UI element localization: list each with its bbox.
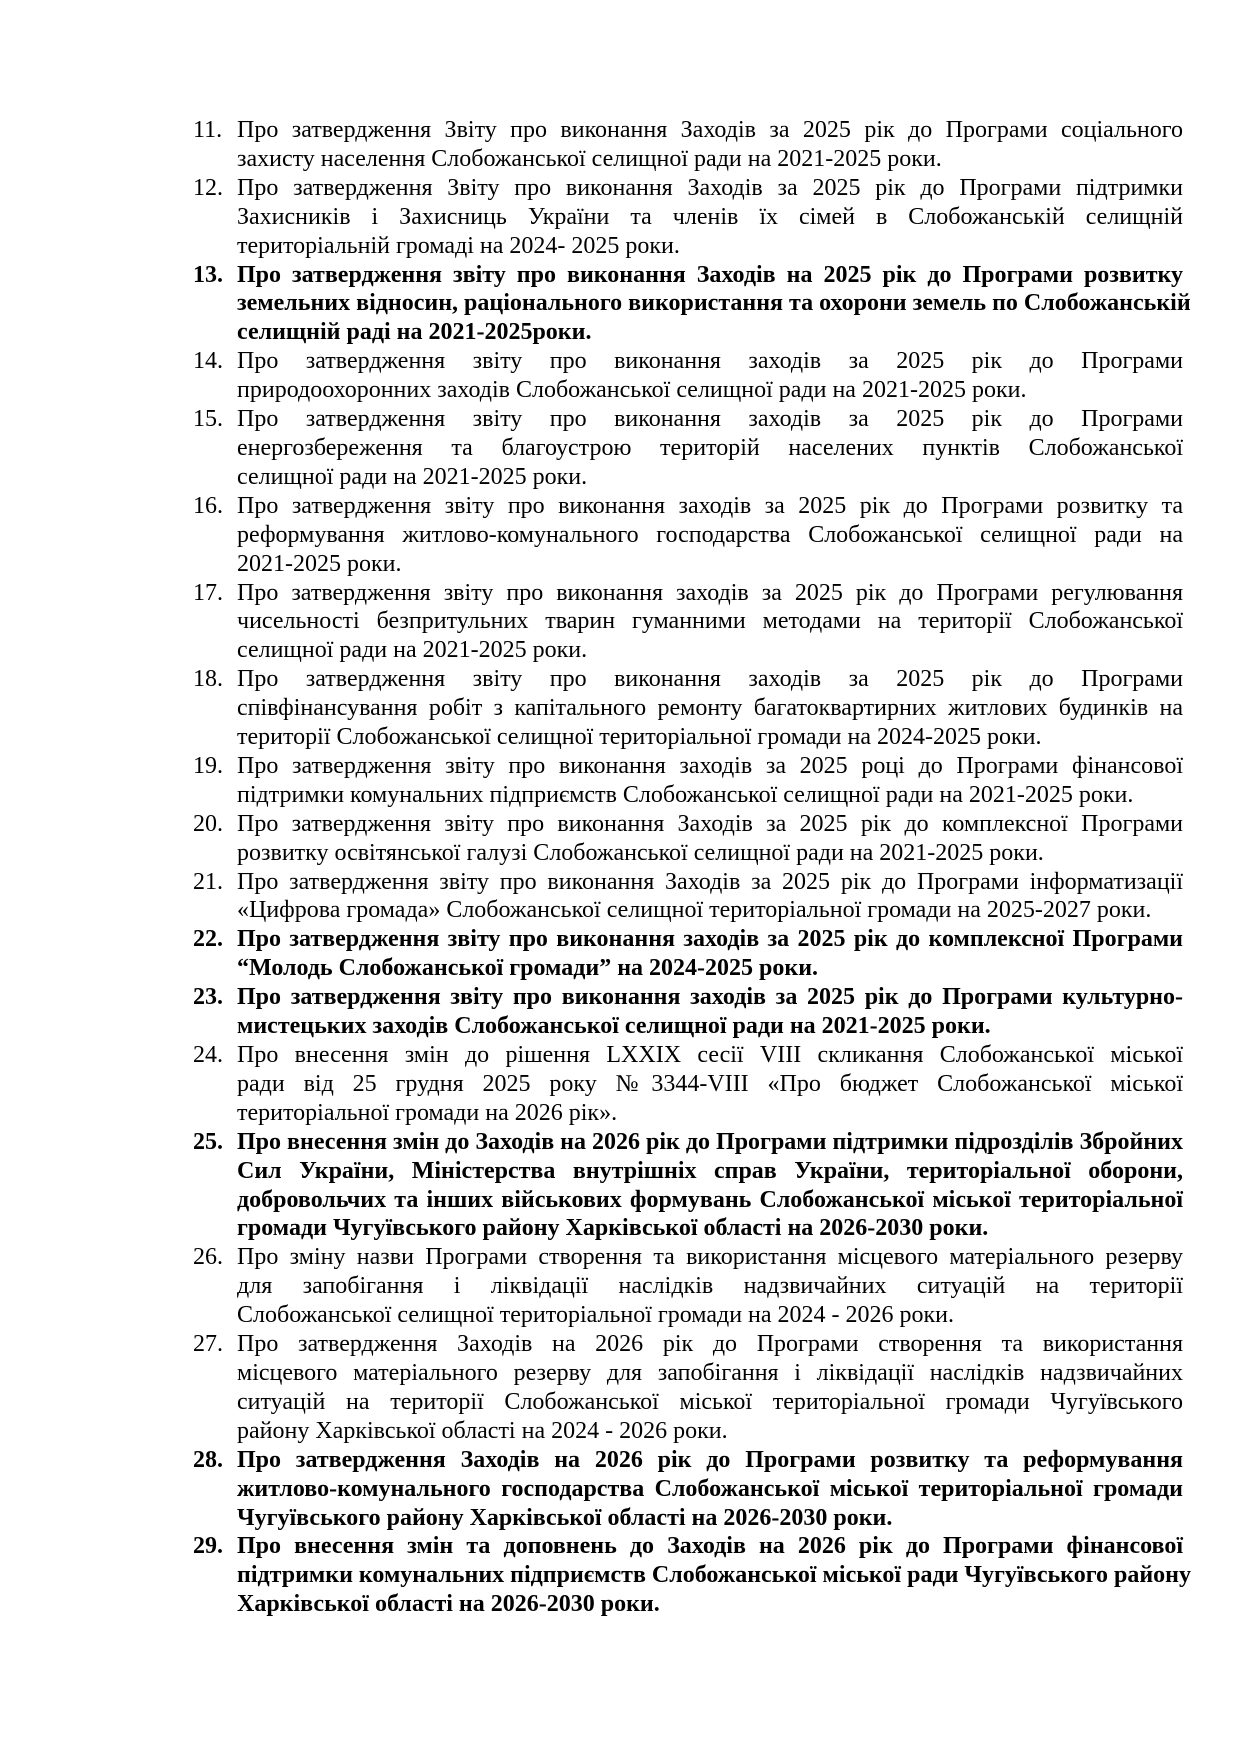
item-text-line: реформування житлово-комунального господарства Слобожанської селищної ради на (237, 521, 1183, 548)
item-text-line: Про затвердження Звіту про виконання Заходів за 2025 рік до Програми підтримки (237, 174, 1183, 201)
agenda-item (0, 1243, 1183, 1330)
agenda-item (0, 116, 1183, 174)
item-text-line: території Слобожанської селищної територіальної громади на 2024-2025 роки. (237, 724, 1042, 751)
item-number: 28. (193, 1446, 223, 1473)
item-text-line: Про затвердження звіту про виконання заходів за 2025 році до Програми фінансової (237, 752, 1183, 779)
item-text-line: 2021-2025 роки. (237, 550, 402, 577)
item-text-line: ситуацій на території Слобожанської міської територіальної громади Чугуївського (237, 1388, 1183, 1415)
item-number: 23. (193, 984, 223, 1011)
item-text-line: Про затвердження звіту про виконання заходів за 2025 рік до Програми (237, 666, 1183, 693)
item-text-line: мистецьких заходів Слобожанської селищної ради на 2021-2025 роки. (237, 1013, 991, 1040)
item-number: 15. (193, 406, 223, 433)
item-text-line: Про затвердження звіту про виконання заходів за 2025 рік до Програми (237, 406, 1183, 433)
item-number: 26. (193, 1244, 223, 1271)
item-text-line: «Цифрова громада» Слобожанської селищної територіальної громади на 2025-2027 роки. (237, 897, 1152, 924)
agenda-item (0, 1330, 1183, 1446)
item-text-line: Слобожанської селищної територіальної громади на 2024 - 2026 роки. (237, 1302, 955, 1329)
agenda-item (0, 347, 1183, 405)
item-text-line: району Харківської області на 2024 - 2026 роки. (237, 1417, 728, 1444)
item-text-line: Про затвердження звіту про виконання Заходів за 2025 рік до Програми інформатизації (237, 868, 1183, 895)
item-text-line: співфінансування робіт з капітального ремонту багатоквартирних житлових будинків на (237, 695, 1183, 722)
item-text-line: Про затвердження звіту про виконання заходів за 2025 рік до Програми регулювання (237, 579, 1183, 606)
item-text-line: Про зміну назви Програми створення та використання місцевого матеріального резерву (237, 1244, 1183, 1271)
item-text-line: громади Чугуївського району Харківської області на 2026-2030 роки. (237, 1215, 989, 1242)
agenda-item (0, 492, 1183, 579)
item-text-line: Про затвердження звіту про виконання заходів за 2025 рік до Програми (237, 348, 1183, 375)
item-text-line: Про затвердження звіту про виконання заходів за 2025 рік до Програми розвитку та (237, 492, 1183, 519)
item-number: 27. (193, 1331, 223, 1358)
item-number: 19. (193, 752, 223, 779)
item-number: 29. (193, 1533, 223, 1560)
item-number: 20. (193, 810, 223, 837)
agenda-item (0, 261, 1191, 348)
item-number: 17. (193, 579, 223, 606)
item-number: 14. (193, 348, 223, 375)
item-text-line: добровольчих та інших військових формувань Слобожанської міської територіальної (237, 1186, 1183, 1213)
agenda-item (0, 983, 1183, 1041)
item-text-line: територіальної громади на 2026 рік». (237, 1099, 618, 1126)
item-text-line: Про затвердження звіту про виконання Заходів за 2025 рік до комплексної Програми (237, 810, 1183, 837)
item-text-line: житлово-комунального господарства Слобожанської міської територіальної громади (237, 1475, 1183, 1502)
agenda-item (0, 405, 1183, 492)
agenda-item (0, 174, 1183, 261)
item-text-line: Чугуївського району Харківської області на 2026-2030 роки. (237, 1504, 893, 1531)
item-text-line: ради від 25 грудня 2025 року №3344-VIII «Про бюджет Слобожанської міської (237, 1070, 1183, 1097)
agenda-item (0, 1532, 1191, 1619)
item-text-line: підтримки комунальних підприємств Слобожанської селищної ради на 2021-2025 роки. (237, 781, 1134, 808)
item-text-line: Про затвердження звіту про виконання заходів за 2025 рік до комплексної Програми (237, 926, 1183, 953)
item-text-line: Про затвердження Заходів на 2026 рік до Програми розвитку та реформування (237, 1446, 1183, 1473)
item-number: 12. (193, 174, 223, 201)
item-text-line: місцевого матеріального резерву для запобігання і ліквідації наслідків надзвичайних (237, 1359, 1183, 1386)
item-text-line: Сил України, Міністерства внутрішніх справ України, територіальної оборони, (237, 1157, 1183, 1184)
item-text-line: Про затвердження звіту про виконання заходів за 2025 рік до Програми культурно- (237, 984, 1183, 1011)
item-text-line: селищної ради на 2021-2025 роки. (237, 463, 588, 490)
item-text-line: Про затвердження Звіту про виконання Заходів за 2025 рік до Програми соціального (237, 117, 1183, 143)
item-text-line: селищної ради на 2021-2025 роки. (237, 637, 588, 664)
item-number: 18. (193, 666, 223, 693)
item-text-line: територіальній громаді на 2024- 2025 роки. (237, 232, 680, 259)
item-text-line: селищній раді на 2021-2025роки. (237, 319, 592, 346)
item-text-line: природоохоронних заходів Слобожанської селищної ради на 2021-2025 роки. (237, 377, 1027, 404)
item-text-line: Про затвердження Заходів на 2026 рік до Програми створення та використання (237, 1331, 1183, 1358)
agenda-item (0, 810, 1183, 868)
item-text-line: для запобігання і ліквідації наслідків надзвичайних ситуацій на території (237, 1273, 1183, 1300)
item-text-line: Про внесення змін до Заходів на 2026 рік до Програми підтримки підрозділів Збройних (237, 1128, 1183, 1155)
item-text-line: підтримки комунальних підприємств Слобожанської міської ради Чугуївського району (237, 1562, 1191, 1589)
item-text-line: Про внесення змін та доповнень до Заходів на 2026 рік до Програми фінансової (237, 1533, 1183, 1560)
item-text-line: розвитку освітянської галузі Слобожанської селищної ради на 2021-2025 роки. (237, 839, 1044, 866)
item-text-line: Про затвердження звіту про виконання Заходів на 2025 рік до Програми розвитку (237, 261, 1183, 288)
item-text-line: “Молодь Слобожанської громади” на 2024-2025 роки. (237, 955, 819, 982)
item-number: 21. (193, 868, 223, 895)
agenda-item (0, 925, 1183, 983)
item-number: 13. (193, 261, 223, 288)
item-number: 16. (193, 492, 223, 519)
item-text-line: захисту населення Слобожанської селищної ради на 2021-2025 роки. (237, 145, 942, 172)
item-text-line: чисельності безпритульних тварин гуманними методами на території Слобожанської (237, 608, 1183, 635)
item-text-line: Харківської області на 2026-2030 роки. (237, 1591, 660, 1618)
agenda-item (0, 1128, 1183, 1244)
item-text-line: Про внесення змін до рішення LXXIX сесії VIII скликання Слобожанської міської (237, 1042, 1183, 1068)
document-page (0, 116, 1240, 1619)
item-text-line: земельних відносин, раціонального використання та охорони земель по Слобожанській (237, 290, 1191, 317)
item-number: 24. (193, 1042, 223, 1068)
item-number: 25. (193, 1128, 223, 1155)
agenda-item (0, 868, 1183, 926)
item-text-line: енергозбереження та благоустрою територій населених пунктів Слобожанської (237, 434, 1183, 461)
agenda-item (0, 1041, 1183, 1128)
agenda-item (0, 665, 1183, 752)
item-number: 22. (193, 926, 223, 953)
item-text-line: Захисників і Захисниць України та членів їх сімей в Слобожанській селищній (237, 203, 1183, 230)
agenda-item (0, 1446, 1183, 1533)
item-number: 11. (193, 117, 223, 143)
agenda-item (0, 579, 1183, 666)
agenda-item (0, 752, 1183, 810)
